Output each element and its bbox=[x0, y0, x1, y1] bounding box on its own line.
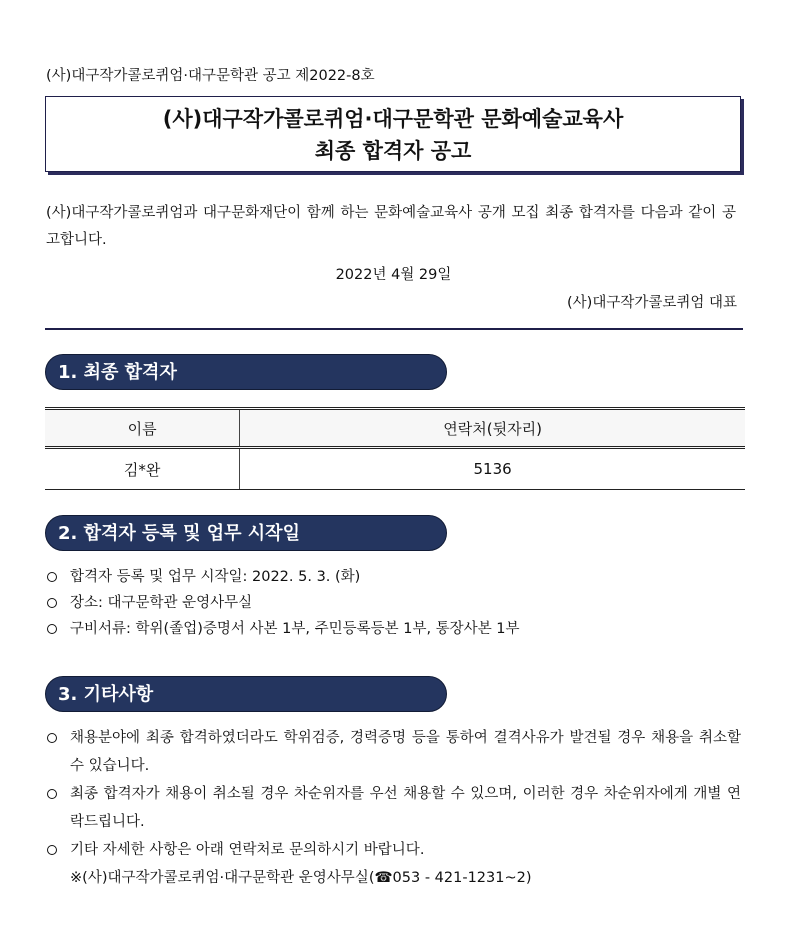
list-item bbox=[46, 590, 741, 616]
circle-bullet-icon bbox=[47, 598, 57, 608]
list-item bbox=[46, 724, 741, 780]
list-item bbox=[46, 836, 741, 892]
announcement-title bbox=[45, 96, 741, 172]
table-row bbox=[45, 448, 745, 490]
cell-contact: 5136 bbox=[240, 448, 745, 490]
title-line-1: (사)대구작가콜로퀴엄·대구문학관 문화예술교육사 bbox=[162, 107, 624, 131]
circle-bullet-icon bbox=[47, 624, 57, 634]
list-item-text: 장소: 대구문학관 운영사무실 bbox=[70, 595, 253, 611]
list-item-text: 합격자 등록 및 업무 시작일: 2022. 5. 3. (화) bbox=[70, 569, 361, 585]
intro-paragraph: (사)대구작가콜로퀴엄과 대구문화재단이 함께 하는 문화예술교육사 공개 모집 최종 합격자를 다음과 같이 공고합니다. bbox=[46, 205, 736, 248]
cell-name: 김*완 bbox=[45, 448, 240, 490]
announcement-date: 2022년 4월 29일 bbox=[335, 267, 452, 283]
passers-table bbox=[45, 407, 745, 490]
list-item bbox=[46, 616, 741, 642]
column-header-name: 이름 bbox=[45, 409, 240, 448]
list-item bbox=[46, 564, 741, 590]
issuer-name: (사)대구작가콜로퀴엄 대표 bbox=[567, 295, 737, 311]
section-heading-other-notes: 3. 기타사항 bbox=[45, 676, 447, 712]
section-heading-final-passers: 1. 최종 합격자 bbox=[45, 354, 447, 390]
circle-bullet-icon bbox=[47, 572, 57, 582]
other-notes-list bbox=[46, 724, 741, 892]
divider bbox=[45, 328, 743, 330]
circle-bullet-icon bbox=[47, 789, 57, 799]
list-item bbox=[46, 780, 741, 836]
contact-note: ※(사)대구작가콜로퀴엄·대구문학관 운영사무실(☎053 - 421-1231~2) bbox=[70, 870, 532, 886]
list-item-text: 최종 합격자가 채용이 취소될 경우 차순위자를 우선 채용할 수 있으며, 이러한 경우 차순위자에게 개별 연락드립니다. bbox=[70, 786, 741, 830]
circle-bullet-icon bbox=[47, 845, 57, 855]
list-item-text: 구비서류: 학위(졸업)증명서 사본 1부, 주민등록등본 1부, 통장사본 1부 bbox=[70, 621, 520, 637]
list-item-text: 기타 자세한 사항은 아래 연락처로 문의하시기 바랍니다. bbox=[70, 842, 425, 858]
section-heading-registration: 2. 합격자 등록 및 업무 시작일 bbox=[45, 515, 447, 551]
notice-number: (사)대구작가콜로퀴엄·대구문학관 공고 제2022-8호 bbox=[46, 68, 375, 84]
list-item-text: 채용분야에 최종 합격하였더라도 학위검증, 경력증명 등을 통하여 결격사유가 발견될 경우 채용을 취소할 수 있습니다. bbox=[70, 730, 741, 774]
table-header-row bbox=[45, 409, 745, 448]
column-header-contact: 연락처(뒷자리) bbox=[240, 409, 745, 448]
title-line-2: 최종 합격자 공고 bbox=[314, 139, 472, 163]
circle-bullet-icon bbox=[47, 733, 57, 743]
registration-list bbox=[46, 564, 741, 642]
